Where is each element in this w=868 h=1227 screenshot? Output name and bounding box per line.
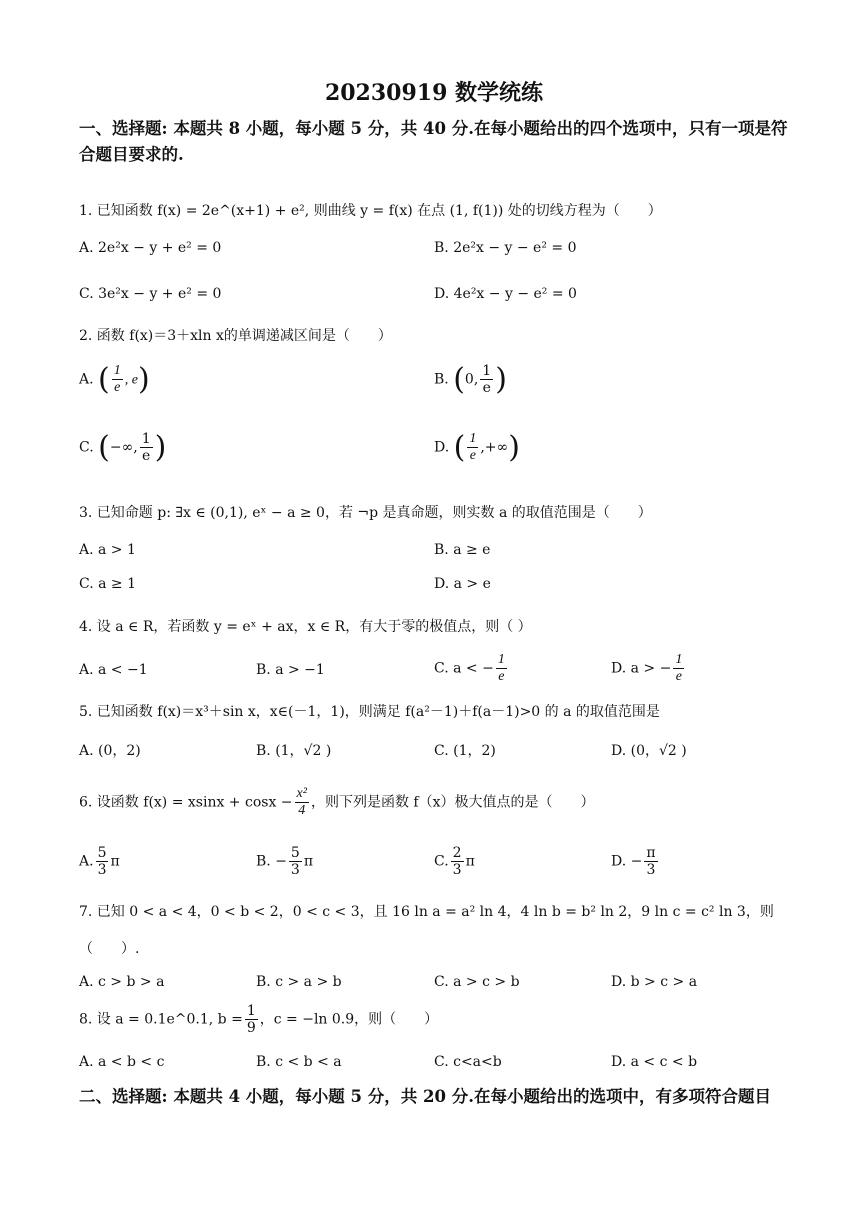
question-6-stem: 6. 设函数 f(x) = xsinx + cosx − $\frac{\text{x²}}{4}$ ，则下列是函数 f（x）极大值点的是（ ） bbox=[79, 786, 595, 818]
question-5-option-a: A. (0，2) bbox=[79, 743, 141, 759]
question-3-option-b: B. a ≥ e bbox=[434, 542, 491, 558]
question-7-stem-answer-blank: （ ）. bbox=[79, 941, 140, 957]
question-8-stem: 8. 设 a = 0.1e^0.1, b = $\frac{1}{9}$ ，c = −ln 0.9，则（ ） bbox=[79, 1003, 439, 1036]
question-4-option-c: C. a < − $\frac{1}{e}$ bbox=[434, 652, 505, 684]
question-6-option-a: A. $\frac{5}{3}$ π bbox=[79, 845, 120, 878]
question-5-option-b: B. (1，√2 ) bbox=[256, 743, 332, 759]
question-6-option-d: D. − $\frac{\pi}{3}$ bbox=[611, 845, 656, 878]
question-2-option-b: B. (0, $\frac{1}{e}$ ) bbox=[434, 362, 507, 397]
question-3-option-a: A. a > 1 bbox=[79, 542, 136, 558]
question-5-option-c: C. (1，2) bbox=[434, 743, 496, 759]
question-4-option-b: B. a > −1 bbox=[256, 662, 325, 678]
question-4-option-d: D. a > − $\frac{1}{e}$ bbox=[611, 652, 683, 684]
question-3-option-c: C. a ≥ 1 bbox=[79, 576, 136, 592]
question-7-option-b: B. c > a > b bbox=[256, 974, 342, 990]
question-2-option-c: C. (−∞, $\frac{1}{e}$ ) bbox=[79, 430, 167, 465]
question-1-option-c: C. 3e²x − y + e² = 0 bbox=[79, 286, 222, 302]
question-2-option-a: A. ( $\frac{1}{e}$ , e) bbox=[79, 362, 150, 397]
question-8-option-b: B. c < b < a bbox=[256, 1054, 342, 1070]
question-4-stem: 4. 设 a ∈ R，若函数 y = eˣ + ax，x ∈ R，有大于零的极值点，则（ ） bbox=[79, 619, 532, 635]
question-1-option-a: A. 2e²x − y + e² = 0 bbox=[79, 240, 222, 256]
question-6-option-c: C. $\frac{2}{3}$ π bbox=[434, 845, 475, 878]
question-5-option-d: D. (0，√2 ) bbox=[611, 743, 687, 759]
question-1-option-d: D. 4e²x − y − e² = 0 bbox=[434, 286, 577, 302]
question-8-option-a: A. a < b < c bbox=[79, 1054, 165, 1070]
question-7-option-c: C. a > c > b bbox=[434, 974, 520, 990]
question-7-option-a: A. c > b > a bbox=[79, 974, 165, 990]
document-title: 20230919 数学统练 bbox=[324, 80, 544, 106]
section-heading-multiple-choice: 二、选择题: 本题共 4 小题，每小题 5 分，共 20 分.在每小题给出的选项中，有多项符合题目 bbox=[79, 1087, 771, 1106]
question-1-option-b: B. 2e²x − y − e² = 0 bbox=[434, 240, 577, 256]
question-7-option-d: D. b > c > a bbox=[611, 974, 698, 990]
question-8-option-d: D. a < c < b bbox=[611, 1054, 698, 1070]
question-3-stem: 3. 已知命题 p: ∃x ∈ (0,1), eˣ − a ≥ 0，若 ¬p 是真命题，则实数 a 的取值范围是（ ） bbox=[79, 505, 652, 521]
question-4-option-a: A. a < −1 bbox=[79, 662, 148, 678]
question-1-stem: 1. 已知函数 f(x) = 2e^(x+1) + e², 则曲线 y = f(x) 在点 (1, f(1)) 处的切线方程为（ ） bbox=[79, 203, 662, 219]
question-5-stem: 5. 已知函数 f(x)＝x³＋sin x，x∈(－1，1)，则满足 f(a²－1)＋f(a－1)>0 的 a 的取值范围是 bbox=[79, 704, 660, 720]
question-8-option-c: C. c<a<b bbox=[434, 1054, 502, 1070]
question-2-stem: 2. 函数 f(x)＝3＋xln x的单调递减区间是（ ） bbox=[79, 328, 392, 344]
section-heading-single-choice: 一、选择题: 本题共 8 小题，每小题 5 分，共 40 分.在每小题给出的四个选项中，只有一项是符合题目要求的. bbox=[79, 119, 788, 164]
question-7-stem: 7. 已知 0 < a < 4，0 < b < 2，0 < c < 3，且 16 ln a = a² ln 4，4 ln b = b² ln 2，9 ln c = c² ln 3，则 bbox=[79, 904, 774, 920]
question-6-option-b: B. − $\frac{5}{3}$ π bbox=[256, 845, 314, 878]
question-2-option-d: D. ( $\frac{1}{e}$ ,+∞) bbox=[434, 430, 520, 465]
question-3-option-d: D. a > e bbox=[434, 576, 491, 592]
